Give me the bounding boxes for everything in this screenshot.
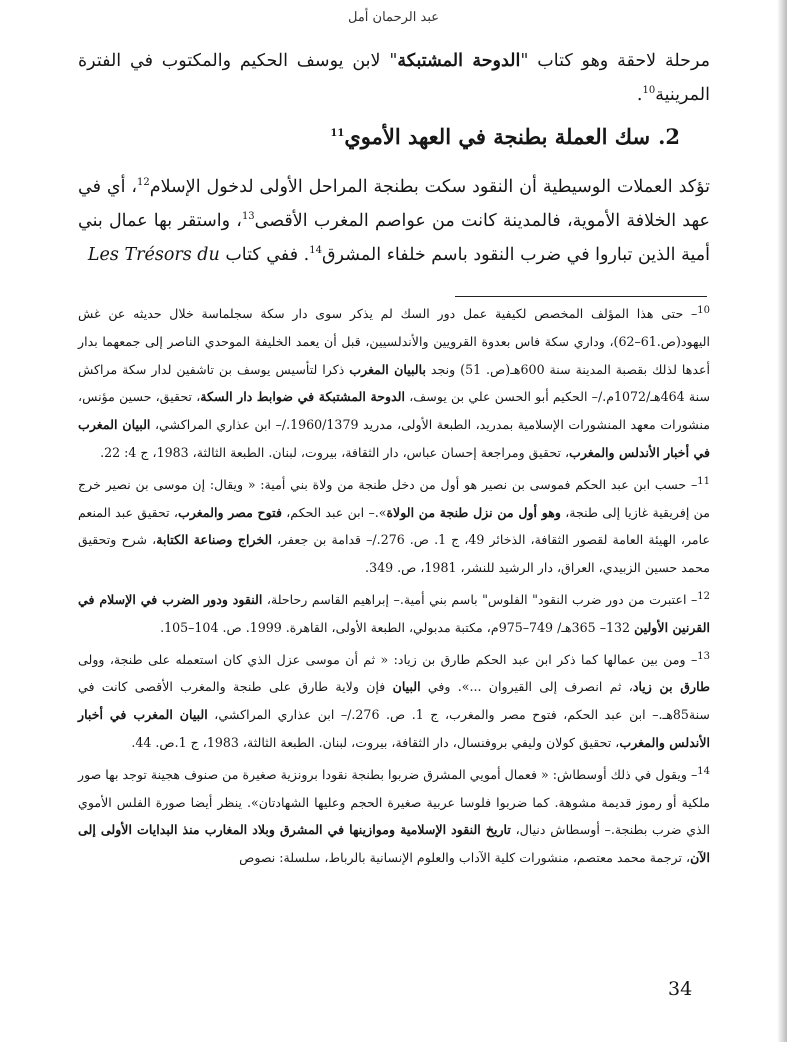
footnote-10 bbox=[78, 300, 710, 467]
footnote-ref-12[interactable]: 12 bbox=[137, 177, 150, 189]
footnote-text: ، ثم انصرف إلى القيروان ...». وفي bbox=[420, 679, 633, 695]
footnote-text: – ومن بين عمالها كما ذكر ابن عبد الحكم طارق بن زياد: « ثم أن موسى عزل الذي كان استعمله على طنجة، وولى bbox=[78, 651, 698, 667]
section-number: 2. bbox=[658, 124, 680, 149]
footnote-text: فإن ولاية طارق على طنجة والمغرب الأقصى كانت في سنة85هـ.– ابن عبد الحكم، فتوح مصر والمغرب، ج 1. ص. 276./– ابن عذاري المراكشي، bbox=[78, 679, 710, 723]
footnote-bold: البيان المغرب في أخبار الأندلس والمغرب bbox=[78, 707, 710, 750]
footnote-bold: بالبيان المغرب bbox=[349, 361, 426, 377]
footnote-ref-14[interactable]: 14 bbox=[309, 245, 322, 257]
footnote-text: ، تحقيق ومراجعة إحسان عباس، دار الثقافة، بيروت، لبنان. الطبعة الثالثة، 1983، ج 4: 22. bbox=[100, 444, 570, 460]
footnote-bold: الدوحة المشتبكة في ضوابط دار السكة bbox=[200, 389, 406, 405]
footnote-text: ، تحقيق، حسين مؤنس، منشورات معهد المنشورات الإسلامية بمدريد، الطبعة الأولى، مدريد 1960/1379./– ابن عذاري المراكشي، bbox=[78, 389, 710, 433]
text-run: ، أي في عهد الخلافة الأموية، فالمدينة كانت من عواصم المغرب الأقصى bbox=[78, 177, 710, 231]
paragraph-body bbox=[78, 170, 710, 272]
footnote-text: ، تحقيق عبد المنعم عامر، الهيئة العامة لقصور الثقافة، الذخائر 49، ج 1. ص. 276./– قدامة بن جعفر، bbox=[78, 504, 710, 548]
latin-book-title: Les Trésors du bbox=[87, 245, 220, 265]
footnote-bold: الخراج وصناعة الكتابة bbox=[156, 532, 272, 548]
footnote-bold: البيان المغرب في أخبار الأندلس والمغرب bbox=[78, 417, 710, 460]
footnote-text: – حسب ابن عبد الحكم فموسى بن نصير هو أول من دخل طنجة من ولاة بني أمية: « ويقال: إن موسى بن نصير خرج من إفريقية غازيا إلى طنجة، bbox=[78, 476, 710, 520]
footnote-text: – اعتبرت من دور ضرب النقود" الفلوس" باسم بني أمية.– إبراهيم القاسم رحاحلة، bbox=[262, 591, 698, 607]
footnote-number: 14 bbox=[697, 765, 710, 777]
text-run: " لابن يوسف الحكيم والمكتوب في الفترة المرينية bbox=[78, 51, 710, 105]
footnote-text: ذكرا لتأسيس يوسف بن تاشفين لدار سكة مراكش سنة 464هـ/1072م./– الحكيم أبو الحسن علي بن يوسف، bbox=[78, 361, 710, 405]
footnote-text: ، تحقيق كولان وليفي بروفنسال، دار الثقافة، بيروت، لبنان. الطبعة الثالثة، 1983، ج 1.ص. 44. bbox=[131, 734, 620, 750]
footnote-ref-11[interactable]: 11 bbox=[330, 128, 345, 139]
text-run: . ففي كتاب bbox=[219, 245, 310, 265]
footnote-text: – حتى هذا المؤلف المخصص لكيفية عمل دور السك لم يذكر سوى دار سكة سجلماسة خلال حديثه عن غش اليهود(ص.61–62)، وداري سكة فاس بعدوة القرويين والأندلسيين، قبل أن يعمد الخليفة الموحدي الناصر إلى جمعهما بدار أعدها لذلك بقصبة المدينة سنة 600هـ(ص. 51) ونجد bbox=[78, 306, 711, 377]
footnote-number: 11 bbox=[697, 475, 710, 487]
paragraph-continuation bbox=[78, 44, 710, 112]
text-run: . bbox=[636, 85, 643, 105]
footnote-14 bbox=[78, 761, 710, 872]
text-run: مرحلة لاحقة وهو كتاب " bbox=[520, 51, 711, 71]
footnote-bold: تاريخ النقود الإسلامية وموازينها في المشرق وبلاد المغارب منذ البدايات الأولى إلى الآن bbox=[78, 822, 710, 866]
footnote-bold: فتوح مصر والمغرب bbox=[178, 504, 282, 520]
footnote-bold: وهو أول من نزل طنجة من الولاة bbox=[386, 504, 561, 520]
book-title: الدوحة المشتبكة bbox=[397, 51, 521, 71]
footnotes-section bbox=[78, 300, 710, 872]
footnote-number: 13 bbox=[697, 650, 710, 662]
footnote-number: 12 bbox=[697, 590, 710, 602]
footnote-bold: البيان bbox=[392, 679, 421, 695]
footnote-text: 132– 365هـ/ 749–975م، مكتبة مدبولي، الطبعة الأولى، القاهرة. 1999. ص. 104–105. bbox=[160, 619, 635, 635]
page-number: 34 bbox=[668, 978, 693, 1000]
footnote-12 bbox=[78, 586, 710, 642]
footnote-text: – ويقول في ذلك أوسطاش: « فعمال أمويي المشرق ضربوا بطنجة نقودا برونزية صغيرة من صنوف هجينة توجد بها صور ملكية أو رموز قديمة مشوهة. كما ضربوا فلوسا عربية صغيرة الحجم وعليها الشهادتان». ينظر أيضا صورة الفلس الأموي الذي ضرب بطنجة.– أوسطاش دنيال، bbox=[78, 766, 710, 838]
footnote-bold: طارق بن زياد bbox=[632, 679, 710, 695]
footnote-separator bbox=[455, 296, 707, 297]
page-edge-shadow bbox=[777, 0, 787, 1042]
text-run: تؤكد العملات الوسيطية أن النقود سكت بطنجة المراحل الأولى لدخول الإسلام bbox=[149, 177, 710, 197]
text-run: ، واستقر بها عمال بني أمية الذين تباروا في ضرب النقود باسم خلفاء المشرق bbox=[78, 211, 710, 265]
footnote-ref-13[interactable]: 13 bbox=[241, 211, 255, 223]
footnote-text: ، ترجمة محمد معتصم، منشورات كلية الآداب والعلوم الإنسانية بالرباط، سلسلة: نصوص bbox=[239, 850, 691, 866]
footnote-number: 10 bbox=[697, 304, 710, 316]
footnote-ref-10[interactable]: 10 bbox=[642, 85, 656, 97]
section-title: سك العملة بطنجة في العهد الأموي bbox=[344, 124, 651, 149]
footnote-text: ، شرح وتحقيق محمد حسين الزبيدي، العراق، دار الرشيد للنشر، 1981، ص. 349. bbox=[78, 532, 710, 576]
footnote-text: ».– ابن عبد الحكم، bbox=[281, 504, 387, 520]
footnote-13 bbox=[78, 646, 710, 757]
section-heading bbox=[78, 124, 710, 149]
footnote-11 bbox=[78, 471, 710, 582]
footnote-bold: النقود ودور الضرب في الإسلام في القرنين الأولين bbox=[78, 591, 710, 635]
running-head: عبد الرحمان أمل bbox=[348, 10, 439, 25]
